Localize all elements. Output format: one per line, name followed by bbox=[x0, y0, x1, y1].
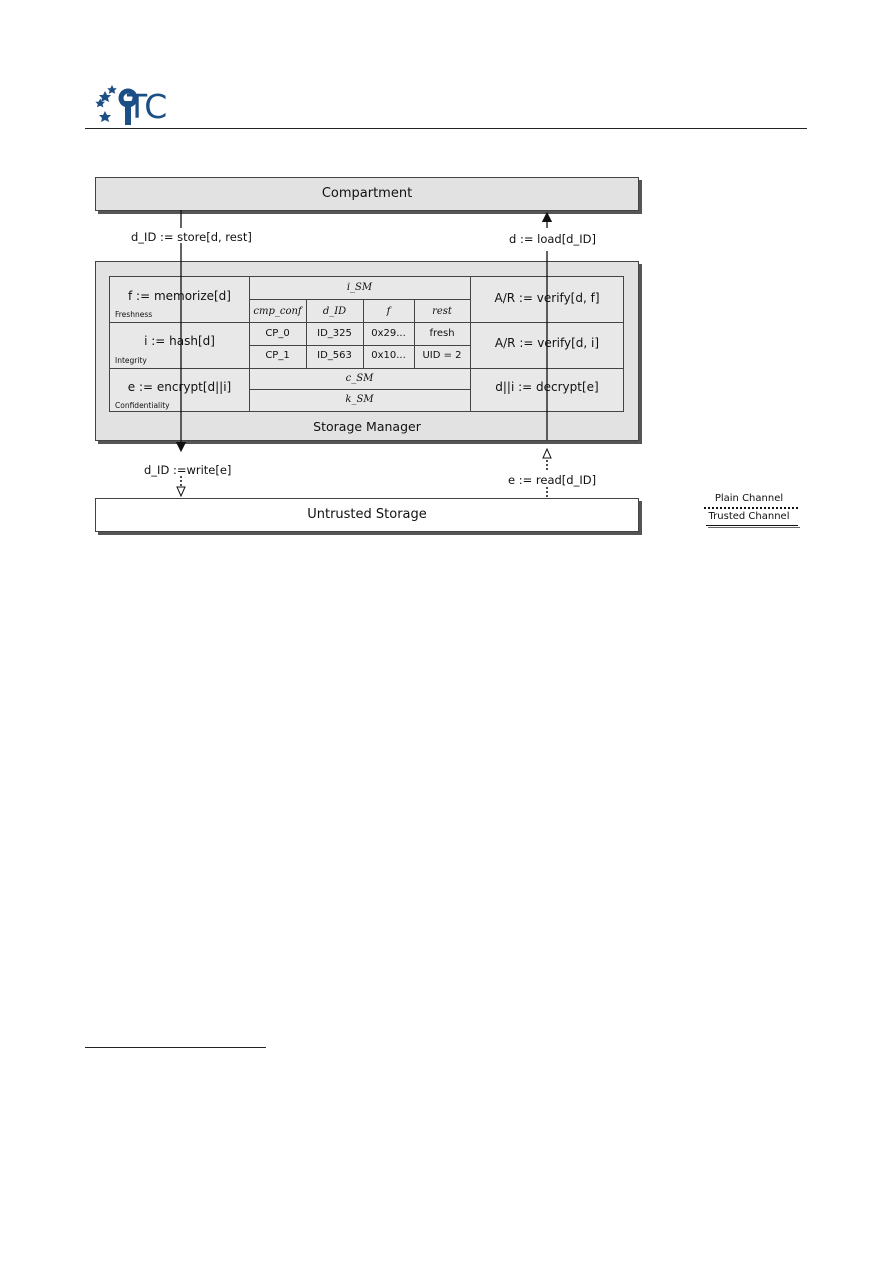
freshness-tag: Freshness bbox=[115, 310, 153, 319]
storage-manager-label: Storage Manager bbox=[313, 419, 421, 434]
integrity-tag: Integrity bbox=[115, 356, 147, 365]
store-label: d_ID := store[d, rest] bbox=[131, 230, 252, 244]
table-title: i_SM bbox=[346, 282, 373, 293]
col-cmp-conf: cmp_conf bbox=[253, 306, 302, 317]
table-cell: ID_563 bbox=[317, 350, 352, 361]
verify-freshness-op: A/R := verify[d, f] bbox=[494, 291, 600, 305]
legend-plain-line bbox=[704, 507, 798, 509]
load-label: d := load[d_ID] bbox=[509, 232, 596, 246]
memorize-op: f := memorize[d] bbox=[128, 289, 231, 303]
decrypt-op: d||i := decrypt[e] bbox=[495, 380, 599, 394]
col-f: f bbox=[386, 306, 391, 317]
legend-trusted-label: Trusted Channel bbox=[708, 511, 790, 522]
k-sm-label: k_SM bbox=[345, 394, 374, 405]
verify-integrity-op: A/R := verify[d, i] bbox=[494, 336, 600, 350]
table-cell: fresh bbox=[429, 328, 455, 339]
untrusted-storage-label: Untrusted Storage bbox=[307, 507, 427, 522]
c-sm-label: c_SM bbox=[345, 373, 374, 384]
logo-text: TC bbox=[127, 87, 167, 126]
table-cell: CP_1 bbox=[265, 350, 290, 361]
write-label: d_ID :=write[e] bbox=[144, 463, 232, 477]
compartment-label: Compartment bbox=[321, 186, 413, 201]
encrypt-op: e := encrypt[d||i] bbox=[127, 380, 232, 394]
col-d-id: d_ID bbox=[322, 306, 347, 317]
channel-legend bbox=[700, 493, 798, 531]
table-cell: UID = 2 bbox=[422, 350, 462, 361]
hash-op: i := hash[d] bbox=[144, 334, 215, 348]
confidentiality-tag: Confidentiality bbox=[115, 401, 170, 410]
table-cell: ID_325 bbox=[317, 328, 352, 339]
legend-plain-label: Plain Channel bbox=[714, 493, 784, 504]
table-cell: 0x29... bbox=[371, 328, 406, 339]
read-arrowhead bbox=[543, 449, 551, 458]
read-label: e := read[d_ID] bbox=[508, 473, 597, 487]
write-arrowhead bbox=[177, 487, 185, 496]
untrusted-storage-box bbox=[95, 498, 639, 532]
table-cell: 0x10... bbox=[371, 350, 406, 361]
footnote-rule bbox=[85, 1047, 266, 1048]
legend-trusted-line bbox=[706, 525, 798, 526]
table-cell: CP_0 bbox=[265, 328, 290, 339]
col-rest: rest bbox=[432, 306, 452, 317]
